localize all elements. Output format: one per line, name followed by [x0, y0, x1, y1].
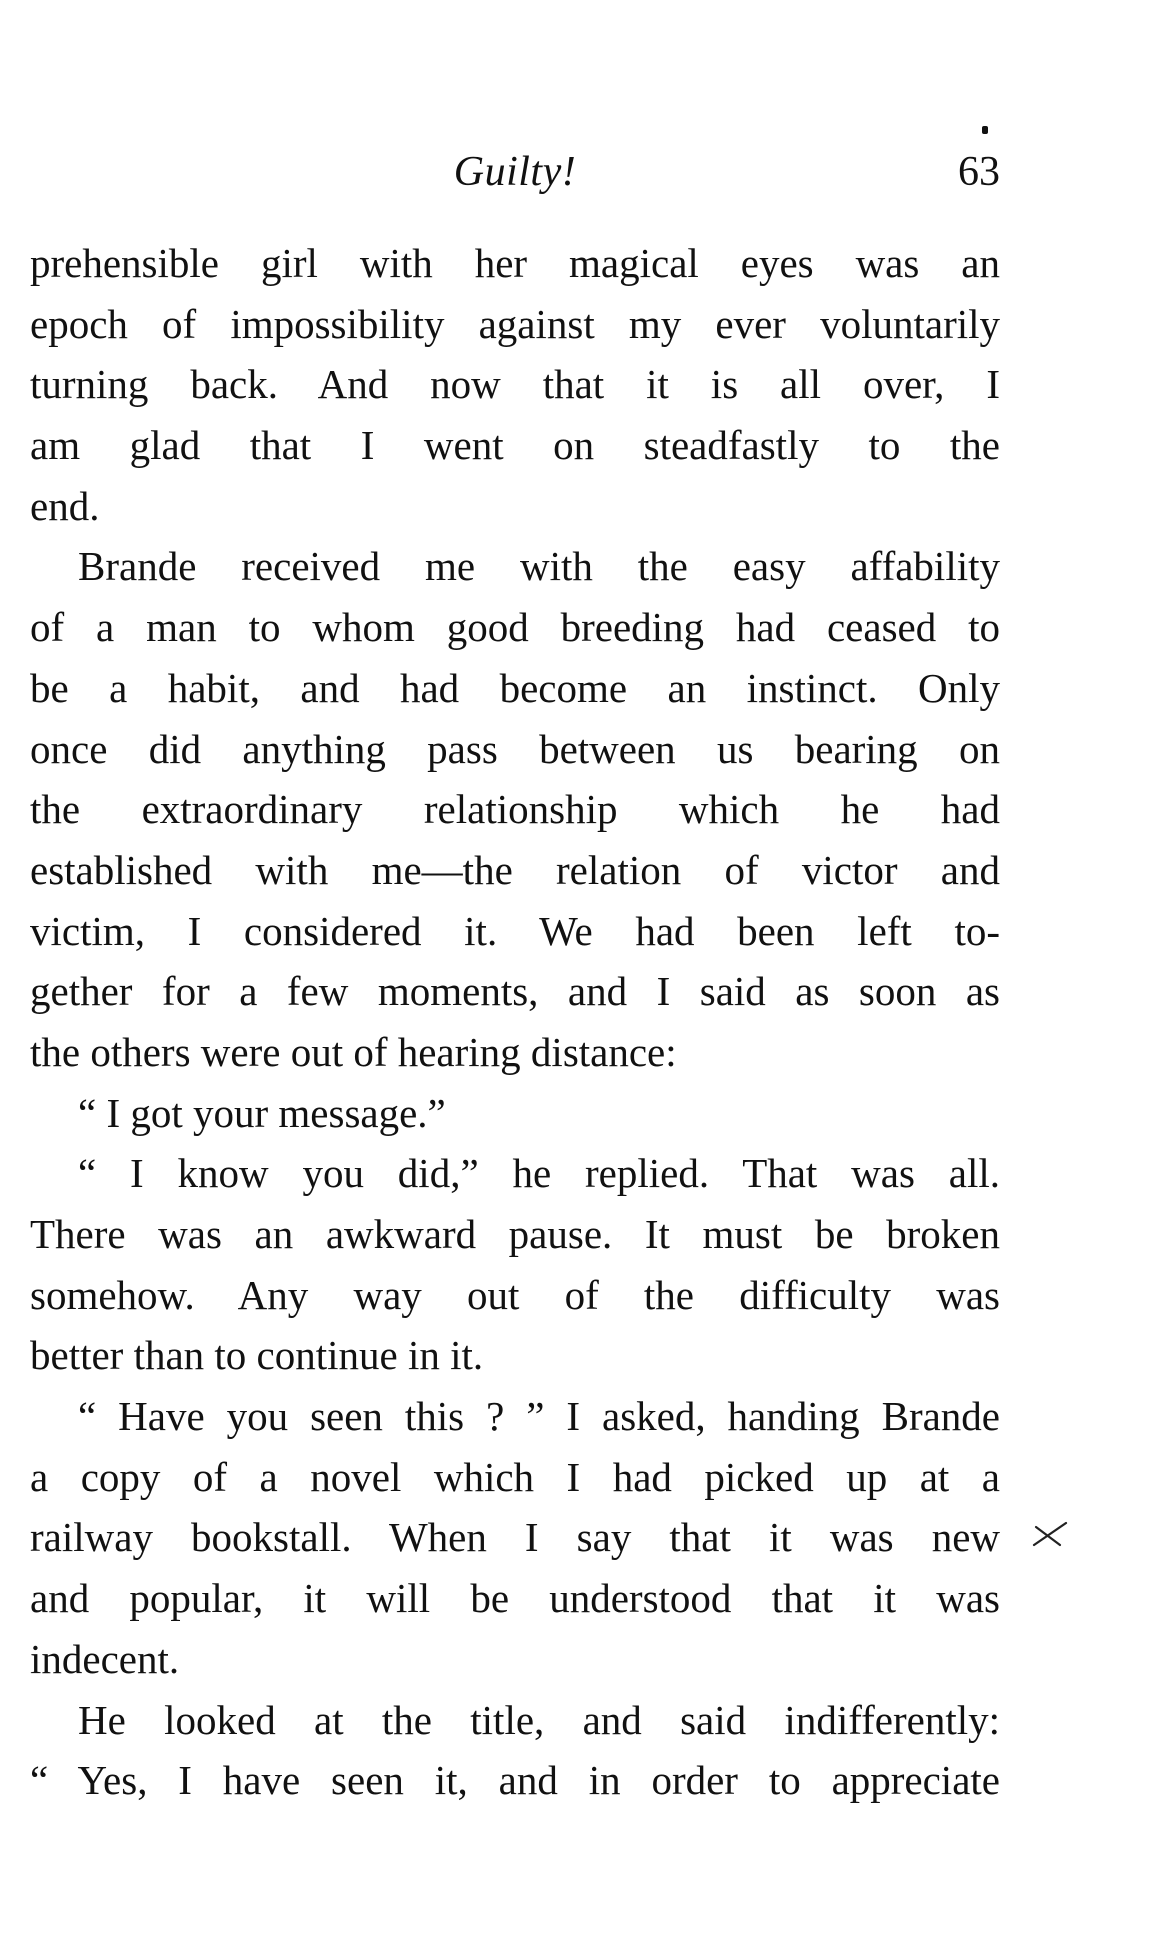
text-line: somehow. Any way out of the difficulty was	[30, 1271, 1000, 1318]
text-line: the others were out of hearing distance:	[30, 1028, 677, 1075]
text-line: “ I know you did,” he replied. That was all.	[78, 1150, 1000, 1197]
text-line: of a man to whom good breeding had ceased to	[30, 604, 1000, 651]
text-line: prehensible girl with her magical eyes was an	[30, 240, 1000, 286]
text-line: indecent.	[30, 1635, 180, 1682]
text-line: “ I got your message.”	[78, 1089, 446, 1136]
pencil-cross-mark-icon	[1030, 1515, 1070, 1555]
text-line: gether for a few moments, and I said as soon as	[30, 968, 1000, 1015]
text-line: Brande received me with the easy affability	[78, 543, 1000, 590]
text-line: railway bookstall. When I say that it was new	[30, 1514, 1000, 1561]
page-number-text: 63	[958, 149, 1000, 195]
text-line: epoch of impossibility against my ever voluntarily	[30, 300, 1000, 347]
text-line: a copy of a novel which I had picked up at a	[30, 1453, 1000, 1500]
text-line: end.	[30, 482, 100, 529]
text-line: am glad that I went on steadfastly to the	[30, 422, 1000, 469]
ink-speck	[982, 126, 988, 134]
text-line: turning back. And now that it is all over, I	[30, 361, 1000, 408]
running-title: Guilty!	[453, 149, 577, 195]
text-line: “ Have you seen this ? ” I asked, handing Brande	[78, 1393, 1000, 1440]
body-text	[30, 233, 1000, 1811]
text-line: the extraordinary relationship which he had	[30, 786, 1000, 833]
text-line: be a habit, and had become an instinct. Only	[30, 664, 1000, 711]
text-line: and popular, it will be understood that it was	[30, 1575, 1000, 1622]
text-line: There was an awkward pause. It must be broken	[30, 1211, 1000, 1257]
text-line: victim, I considered it. We had been left to-	[30, 907, 1000, 954]
text-line: better than to continue in it.	[30, 1332, 484, 1379]
page-number	[958, 148, 1000, 196]
page-header	[30, 148, 1000, 208]
text-line: once did anything pass between us bearing on	[30, 725, 1000, 772]
text-line: established with me—the relation of victor and	[30, 846, 1000, 893]
text-line: He looked at the title, and said indifferently:	[78, 1696, 1000, 1743]
text-line: “ Yes, I have seen it, and in order to appreciate	[30, 1757, 1000, 1804]
